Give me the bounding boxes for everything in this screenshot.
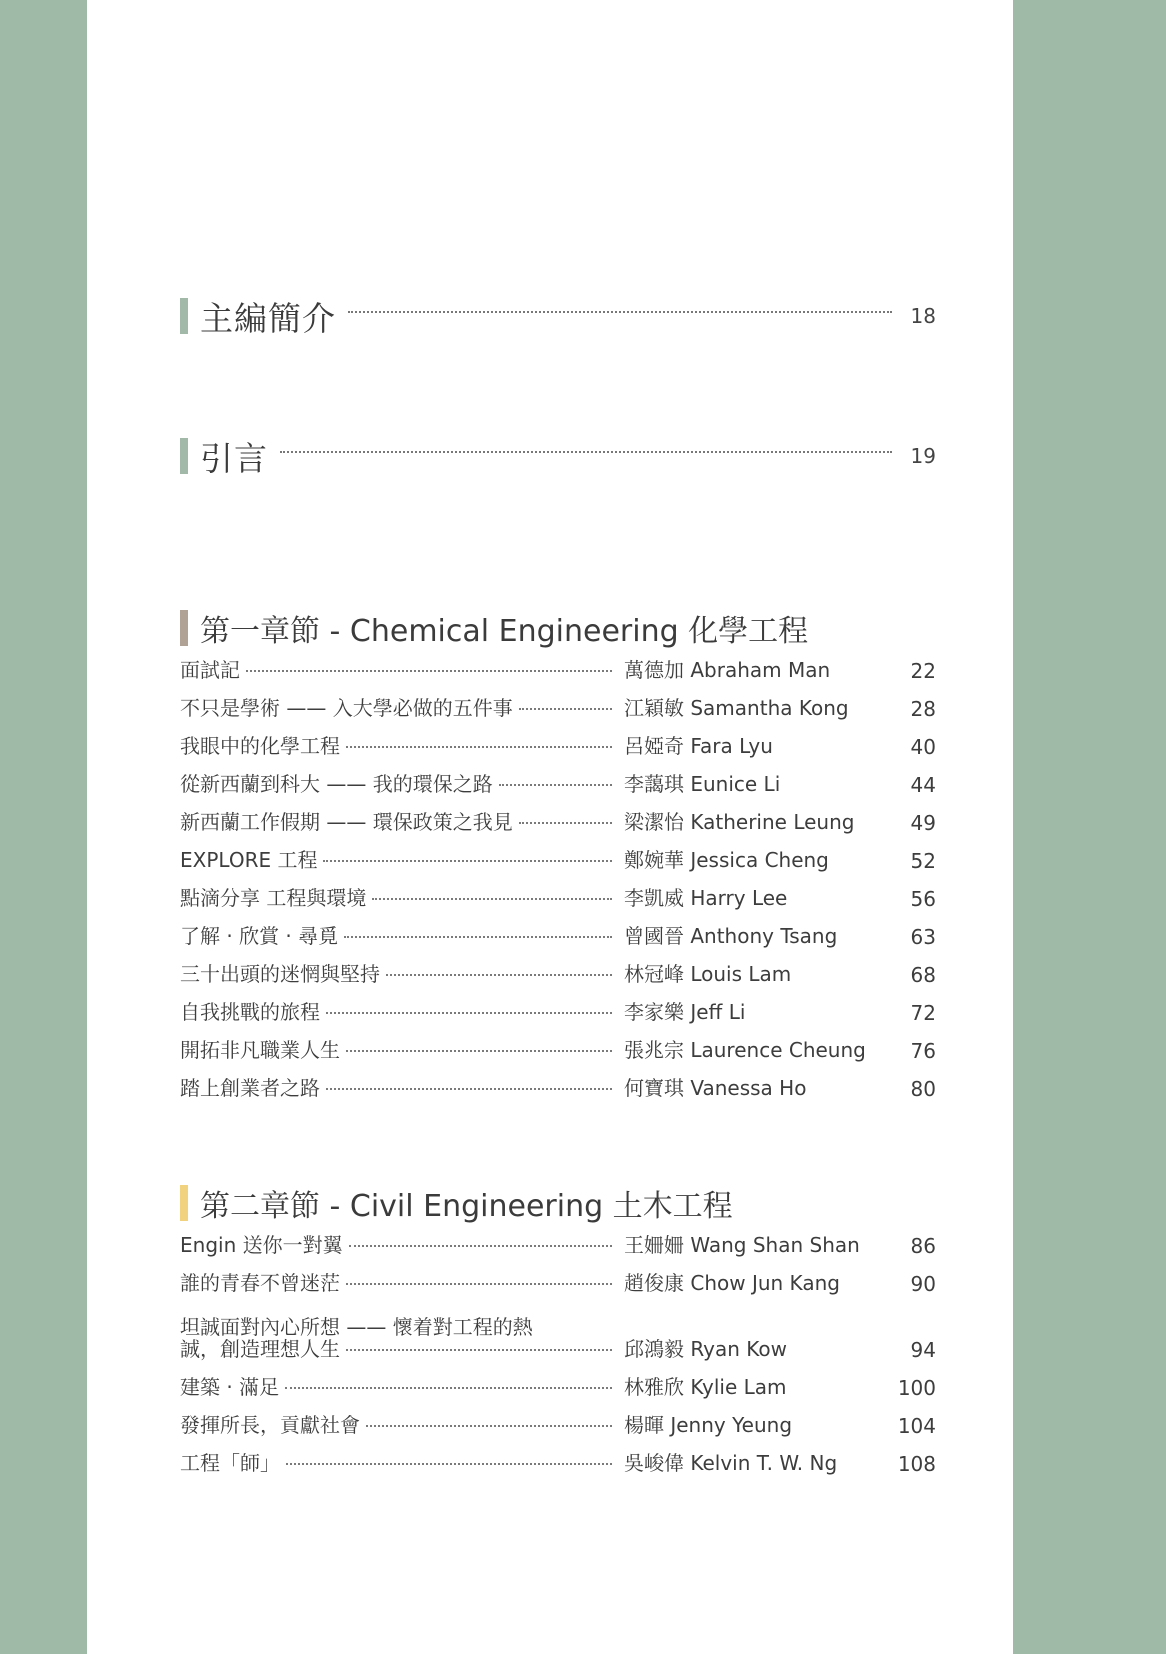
entry-author: 吳峻偉 Kelvin T. W. Ng [624, 1451, 838, 1475]
dot-leader [346, 1349, 612, 1351]
entry-page: 72 [910, 1001, 936, 1025]
chapter1-marker-bar [180, 610, 188, 646]
chapter1-entries [180, 654, 936, 1110]
entry-author: 江穎敏 Samantha Kong [624, 696, 849, 720]
entry-page: 80 [910, 1077, 936, 1101]
entry-page: 63 [910, 925, 936, 949]
entry-title: 建築 · 滿足 [180, 1375, 280, 1399]
dot-leader [285, 1387, 612, 1389]
entry-author: 何寶琪 Vanessa Ho [624, 1076, 807, 1100]
entry-page: 108 [897, 1452, 936, 1476]
entry-page: 76 [910, 1039, 936, 1063]
entry-title: 面試記 [180, 658, 240, 682]
entry-author: 李凱威 Harry Lee [624, 886, 788, 910]
entry-title: 從新西蘭到科大 —— 我的環保之路 [180, 772, 493, 796]
entry-author: 林冠峰 Louis Lam [624, 962, 792, 986]
entry-title: 自我挑戰的旅程 [180, 1000, 320, 1024]
toc-entry[interactable] [180, 1371, 936, 1409]
entry-title: 不只是學術 —— 入大學必做的五件事 [180, 696, 513, 720]
dot-leader [346, 1050, 612, 1052]
toc-entry[interactable] [180, 692, 936, 730]
dot-leader [519, 822, 612, 824]
entry-title: 了解 · 欣賞 · 尋覓 [180, 924, 339, 948]
dot-leader [246, 670, 612, 672]
entry-author: 李家樂 Jeff Li [624, 1000, 746, 1024]
dot-leader [286, 1463, 612, 1465]
toc-entry[interactable] [180, 730, 936, 768]
entry-author: 王姍姍 Wang Shan Shan [624, 1233, 860, 1257]
entry-author: 趙俊康 Chow Jun Kang [624, 1271, 840, 1295]
entry-title: 我眼中的化學工程 [180, 734, 340, 758]
dot-leader [344, 936, 612, 938]
entry-title: 開拓非凡職業人生 [180, 1038, 340, 1062]
toc-entry[interactable] [180, 1447, 936, 1485]
dot-leader [366, 1425, 612, 1427]
entry-page: 44 [910, 773, 936, 797]
entry-author: 梁潔怡 Katherine Leung [624, 810, 855, 834]
dot-leader [323, 860, 612, 862]
book-page [87, 0, 1013, 1654]
entry-title: 三十出頭的迷惘與堅持 [180, 962, 380, 986]
chapter2-entries [180, 1229, 936, 1485]
entry-page: 49 [910, 811, 936, 835]
entry-title: 點滴分享 工程與環境 [180, 886, 367, 910]
entry-title: 踏上創業者之路 [180, 1076, 320, 1100]
chapter1-heading [180, 606, 936, 650]
entry-title: 發揮所長，貢獻社會 [180, 1413, 360, 1437]
entry-title: 誰的青春不曾迷茫 [180, 1271, 340, 1295]
entry-title-line2: 誠，創造理想人生 [180, 1337, 340, 1361]
entry-author: 林雅欣 Kylie Lam [624, 1375, 787, 1399]
entry-author: 呂婭奇 Fara Lyu [624, 734, 773, 758]
chapter2-marker-bar [180, 1185, 188, 1221]
dot-leader [348, 311, 892, 313]
dot-leader [372, 898, 612, 900]
preface-title: 引言 [200, 438, 268, 478]
toc-entry[interactable] [180, 1409, 936, 1447]
toc-entry[interactable] [180, 806, 936, 844]
dot-leader [346, 1283, 612, 1285]
entry-title: 工程「師」 [180, 1451, 280, 1475]
entry-page: 40 [910, 735, 936, 759]
toc-editor-intro[interactable] [180, 294, 936, 338]
toc-entry[interactable] [180, 844, 936, 882]
chapter2-title: 第二章節 - Civil Engineering 土木工程 [200, 1189, 733, 1224]
section-marker-bar [180, 298, 188, 334]
entry-page: 100 [897, 1376, 936, 1400]
toc-entry[interactable] [180, 654, 936, 692]
entry-author: 張兆宗 Laurence Cheung [624, 1038, 866, 1062]
entry-page: 56 [910, 887, 936, 911]
dot-leader [346, 746, 612, 748]
entry-page: 22 [910, 659, 936, 683]
entry-page: 104 [897, 1414, 936, 1438]
toc-entry[interactable] [180, 958, 936, 996]
dot-leader [519, 708, 612, 710]
entry-title: 新西蘭工作假期 —— 環保政策之我見 [180, 810, 513, 834]
entry-page: 94 [910, 1338, 936, 1362]
dot-leader [326, 1012, 612, 1014]
editor-intro-page: 18 [910, 304, 936, 328]
entry-author: 李藹琪 Eunice Li [624, 772, 781, 796]
entry-title: Engin 送你一對翼 [180, 1233, 343, 1257]
dot-leader [386, 974, 612, 976]
section-marker-bar [180, 438, 188, 474]
editor-intro-title: 主編簡介 [200, 298, 336, 338]
toc-entry[interactable] [180, 882, 936, 920]
toc-entry[interactable] [180, 1034, 936, 1072]
dot-leader [499, 784, 612, 786]
entry-page: 28 [910, 697, 936, 721]
dot-leader [349, 1245, 612, 1247]
entry-title: EXPLORE 工程 [180, 848, 318, 872]
entry-page: 52 [910, 849, 936, 873]
entry-author: 鄭婉華 Jessica Cheng [624, 848, 829, 872]
entry-page: 90 [910, 1272, 936, 1296]
toc-entry[interactable] [180, 996, 936, 1034]
entry-author: 楊暉 Jenny Yeung [624, 1413, 793, 1437]
toc-entry[interactable] [180, 1229, 936, 1267]
entry-author: 萬德加 Abraham Man [624, 658, 831, 682]
toc-entry[interactable] [180, 1267, 936, 1305]
entry-author: 邱鴻毅 Ryan Kow [624, 1337, 787, 1361]
entry-page: 86 [910, 1234, 936, 1258]
preface-page: 19 [910, 444, 936, 468]
entry-author: 曾國晉 Anthony Tsang [624, 924, 838, 948]
entry-page: 68 [910, 963, 936, 987]
toc-entry[interactable] [180, 1305, 936, 1371]
toc-entry[interactable] [180, 920, 936, 958]
dot-leader [280, 451, 892, 453]
toc-preface[interactable] [180, 434, 936, 478]
chapter2-heading [180, 1181, 936, 1225]
entry-title-line1: 坦誠面對內心所想 —— 懷着對工程的熱 [180, 1315, 533, 1339]
chapter1-title: 第一章節 - Chemical Engineering 化學工程 [200, 614, 809, 649]
toc-entry[interactable] [180, 1072, 936, 1110]
toc-entry[interactable] [180, 768, 936, 806]
dot-leader [326, 1088, 612, 1090]
